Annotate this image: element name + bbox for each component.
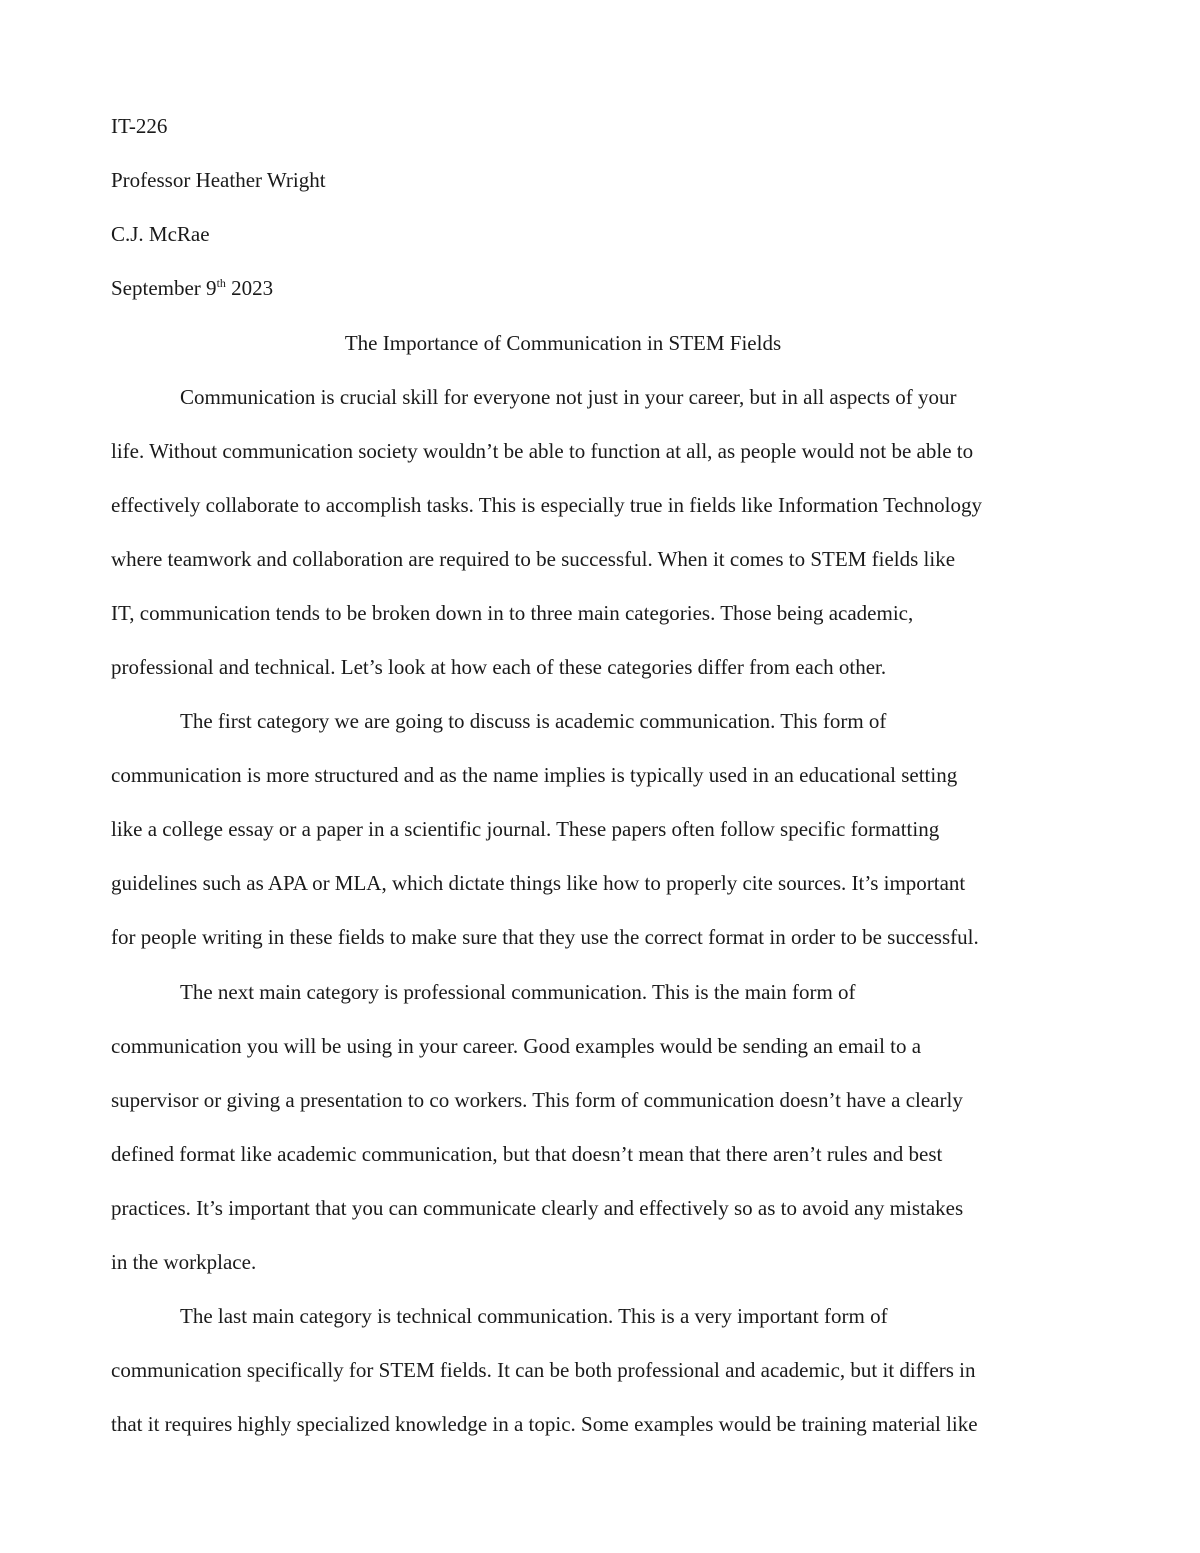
paragraph-3-line-4: defined format like academic communication, but that doesn’t mean that there aren’t rules and best — [111, 1142, 943, 1166]
date-month-day: September 9 — [111, 276, 217, 300]
paragraph-3-line-2: communication you will be using in your career. Good examples would be sending an email to a — [111, 1034, 922, 1058]
paragraph-4-line-1: The last main category is technical communication. This is a very important form of — [180, 1304, 888, 1328]
student-name: C.J. McRae — [111, 222, 210, 246]
paragraph-3-line-5: practices. It’s important that you can communicate clearly and effectively so as to avoid any mistakes — [111, 1196, 964, 1220]
paragraph-4-line-2: communication specifically for STEM fields. It can be both professional and academic, but it differs in — [111, 1358, 976, 1382]
submission-date — [111, 274, 273, 302]
paragraph-2-line-2: communication is more structured and as the name implies is typically used in an educational setting — [111, 763, 958, 787]
date-ordinal-suffix: th — [216, 276, 226, 290]
professor-name: Professor Heather Wright — [111, 168, 326, 192]
paragraph-1-line-4: where teamwork and collaboration are required to be successful. When it comes to STEM fields like — [111, 547, 956, 571]
date-year: 2023 — [225, 276, 274, 300]
paragraph-2-line-5: for people writing in these fields to make sure that they use the correct format in order to be successful. — [111, 925, 979, 949]
paragraph-1-line-3: effectively collaborate to accomplish tasks. This is especially true in fields like Information Technology — [111, 493, 982, 517]
paragraph-1-line-5: IT, communication tends to be broken down in to three main categories. Those being academic, — [111, 601, 914, 625]
course-code: IT-226 — [111, 114, 168, 138]
essay-title: The Importance of Communication in STEM Fields — [344, 331, 782, 355]
paragraph-1-line-1: Communication is crucial skill for everyone not just in your career, but in all aspects of your — [180, 385, 957, 409]
paragraph-1-line-6: professional and technical. Let’s look at how each of these categories differ from each other. — [111, 655, 887, 679]
paragraph-3-line-6: in the workplace. — [111, 1250, 257, 1274]
paragraph-4-line-3: that it requires highly specialized knowledge in a topic. Some examples would be training material like — [111, 1412, 978, 1436]
paragraph-3-line-1: The next main category is professional communication. This is the main form of — [180, 980, 856, 1004]
paragraph-2-line-3: like a college essay or a paper in a scientific journal. These papers often follow specific formatting — [111, 817, 940, 841]
paragraph-3-line-3: supervisor or giving a presentation to co workers. This form of communication doesn’t have a clearly — [111, 1088, 963, 1112]
paragraph-2-line-1: The first category we are going to discuss is academic communication. This form of — [180, 709, 887, 733]
paragraph-2-line-4: guidelines such as APA or MLA, which dictate things like how to properly cite sources. It’s important — [111, 871, 966, 895]
paragraph-1-line-2: life. Without communication society wouldn’t be able to function at all, as people would not be able to — [111, 439, 974, 463]
